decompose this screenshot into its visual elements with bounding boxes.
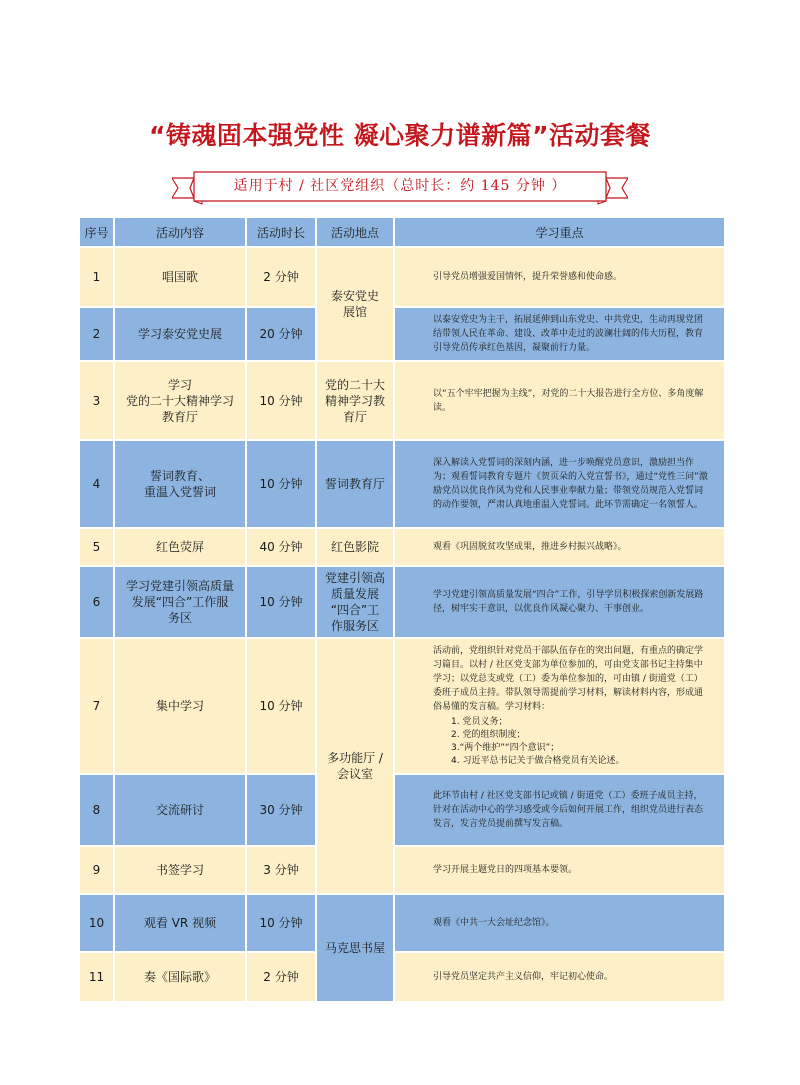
row-location: 党建引领高 质量发展 “四合”工 作服务区 bbox=[317, 567, 393, 637]
row-location: 誓词教育厅 bbox=[317, 441, 393, 527]
row-focus: 观看《巩固脱贫攻坚成果，推进乡村振兴战略》。 bbox=[395, 529, 724, 565]
row-content: 书签学习 bbox=[115, 847, 245, 893]
row-location: 党的二十大 精神学习教 育厅 bbox=[317, 362, 393, 439]
table-row bbox=[80, 441, 724, 527]
row-content: 学习泰安党史展 bbox=[115, 308, 245, 360]
row-content: 奏《国际歌》 bbox=[115, 953, 245, 1001]
row-location: 多功能厅 / 会议室 bbox=[317, 639, 393, 893]
row-duration: 40 分钟 bbox=[247, 529, 315, 565]
row-focus: 学习开展主题党日的四项基本要领。 bbox=[395, 847, 724, 893]
row-no: 9 bbox=[80, 847, 113, 893]
table-row bbox=[80, 248, 724, 306]
row-duration: 20 分钟 bbox=[247, 308, 315, 360]
row-content: 誓词教育、 重温入党誓词 bbox=[115, 441, 245, 527]
row-content: 学习党建引领高质量 发展“四合”工作服 务区 bbox=[115, 567, 245, 637]
row-duration: 30 分钟 bbox=[247, 775, 315, 845]
row-duration: 10 分钟 bbox=[247, 362, 315, 439]
row-location: 马克思书屋 bbox=[317, 895, 393, 1001]
row-no: 6 bbox=[80, 567, 113, 637]
row-focus: 观看《中共一大会址纪念馆》。 bbox=[395, 895, 724, 951]
row-content: 学习 党的二十大精神学习 教育厅 bbox=[115, 362, 245, 439]
row-content: 红色荧屏 bbox=[115, 529, 245, 565]
row-duration: 2 分钟 bbox=[247, 953, 315, 1001]
header-location: 活动地点 bbox=[317, 218, 393, 246]
table-row bbox=[80, 847, 724, 893]
row-duration: 10 分钟 bbox=[247, 567, 315, 637]
row-focus: 引导党员增强爱国情怀，提升荣誉感和使命感。 bbox=[395, 248, 724, 306]
row-content: 交流研讨 bbox=[115, 775, 245, 845]
row-no: 1 bbox=[80, 248, 113, 306]
row-focus: 此环节由村 / 社区党支部书记或镇 / 街道党（工）委班子成员主持，针对在活动中心的学习感受或今后如何开展工作，组织党员进行表态发言，发言党员提前撰写发言稿。 bbox=[395, 775, 724, 845]
row-no: 5 bbox=[80, 529, 113, 565]
table-row bbox=[80, 775, 724, 845]
table-row bbox=[80, 953, 724, 1001]
activity-table bbox=[78, 216, 726, 1003]
page-title: “铸魂固本强党性 凝心聚力谱新篇”活动套餐 bbox=[148, 121, 652, 150]
study-material-list bbox=[451, 716, 708, 768]
row-duration: 2 分钟 bbox=[247, 248, 315, 306]
row-no: 3 bbox=[80, 362, 113, 439]
subtitle-ribbon bbox=[172, 168, 628, 206]
header-no: 序号 bbox=[80, 218, 113, 246]
table-row bbox=[80, 567, 724, 637]
subtitle: 适用于村 / 社区党组织（总时长：约 145 分钟 ） bbox=[233, 178, 567, 194]
row-focus: 以“五个牢牢把握为主线”，对党的二十大报告进行全方位、多角度解读。 bbox=[395, 362, 724, 439]
row-content: 唱国歌 bbox=[115, 248, 245, 306]
row-focus: 引导党员坚定共产主义信仰，牢记初心使命。 bbox=[395, 953, 724, 1001]
row-focus bbox=[395, 639, 724, 773]
row-content: 观看 VR 视频 bbox=[115, 895, 245, 951]
row-no: 7 bbox=[80, 639, 113, 773]
table-row bbox=[80, 529, 724, 565]
list-item: 3.“两个维护”“四个意识”； bbox=[451, 743, 560, 753]
row-duration: 10 分钟 bbox=[247, 639, 315, 773]
row-no: 10 bbox=[80, 895, 113, 951]
table-row bbox=[80, 308, 724, 360]
row-no: 2 bbox=[80, 308, 113, 360]
row-no: 8 bbox=[80, 775, 113, 845]
row-duration: 10 分钟 bbox=[247, 895, 315, 951]
row-duration: 10 分钟 bbox=[247, 441, 315, 527]
list-item: 2. 党的组织制度； bbox=[451, 730, 526, 740]
list-item: 4. 习近平总书记关于做合格党员有关论述。 bbox=[451, 756, 625, 766]
row-location: 红色影院 bbox=[317, 529, 393, 565]
table-row bbox=[80, 895, 724, 951]
table-row bbox=[80, 639, 724, 773]
focus-text: 活动前，党组织针对党员干部队伍存在的突出问题，有重点的确定学习篇目。以村 / 社区党支部为单位参加的，可由党支部书记主持集中学习；以党总支或党（工）委为单位参加的，可由镇 / 街道党（工）委班子成员主持。带队领导需提前学习材料，解读材料内容，形成通俗易懂的发言稿。学习材料： bbox=[433, 646, 704, 712]
header-focus: 学习重点 bbox=[395, 218, 724, 246]
table-row bbox=[80, 362, 724, 439]
row-location: 泰安党史 展馆 bbox=[317, 248, 393, 360]
row-focus: 以泰安党史为主干，拓展延伸到山东党史、中共党史，生动再现党团结带领人民在革命、建设、改革中走过的波澜壮阔的伟大历程，教育引导党员传承红色基因，凝聚前行力量。 bbox=[395, 308, 724, 360]
row-content: 集中学习 bbox=[115, 639, 245, 773]
header-content: 活动内容 bbox=[115, 218, 245, 246]
row-no: 4 bbox=[80, 441, 113, 527]
header-duration: 活动时长 bbox=[247, 218, 315, 246]
list-item: 1. 党员义务； bbox=[451, 717, 508, 727]
row-focus: 深入解读入党誓词的深刻内涵，进一步唤醒党员意识，激励担当作为；观看誓词教育专题片《贺页朵的入党宣誓书》，通过“党性三问”激励党员以优良作风为党和人民事业奉献力量；带领党员规范入党誓词的动作要领，严肃认真地重温入党誓词。此环节需确定一名领誓人。 bbox=[395, 441, 724, 527]
row-no: 11 bbox=[80, 953, 113, 1001]
row-focus: 学习党建引领高质量发展“四合”工作，引导学员积极探索创新发展路径，树牢实干意识，以优良作风凝心聚力、干事创业。 bbox=[395, 567, 724, 637]
row-duration: 3 分钟 bbox=[247, 847, 315, 893]
